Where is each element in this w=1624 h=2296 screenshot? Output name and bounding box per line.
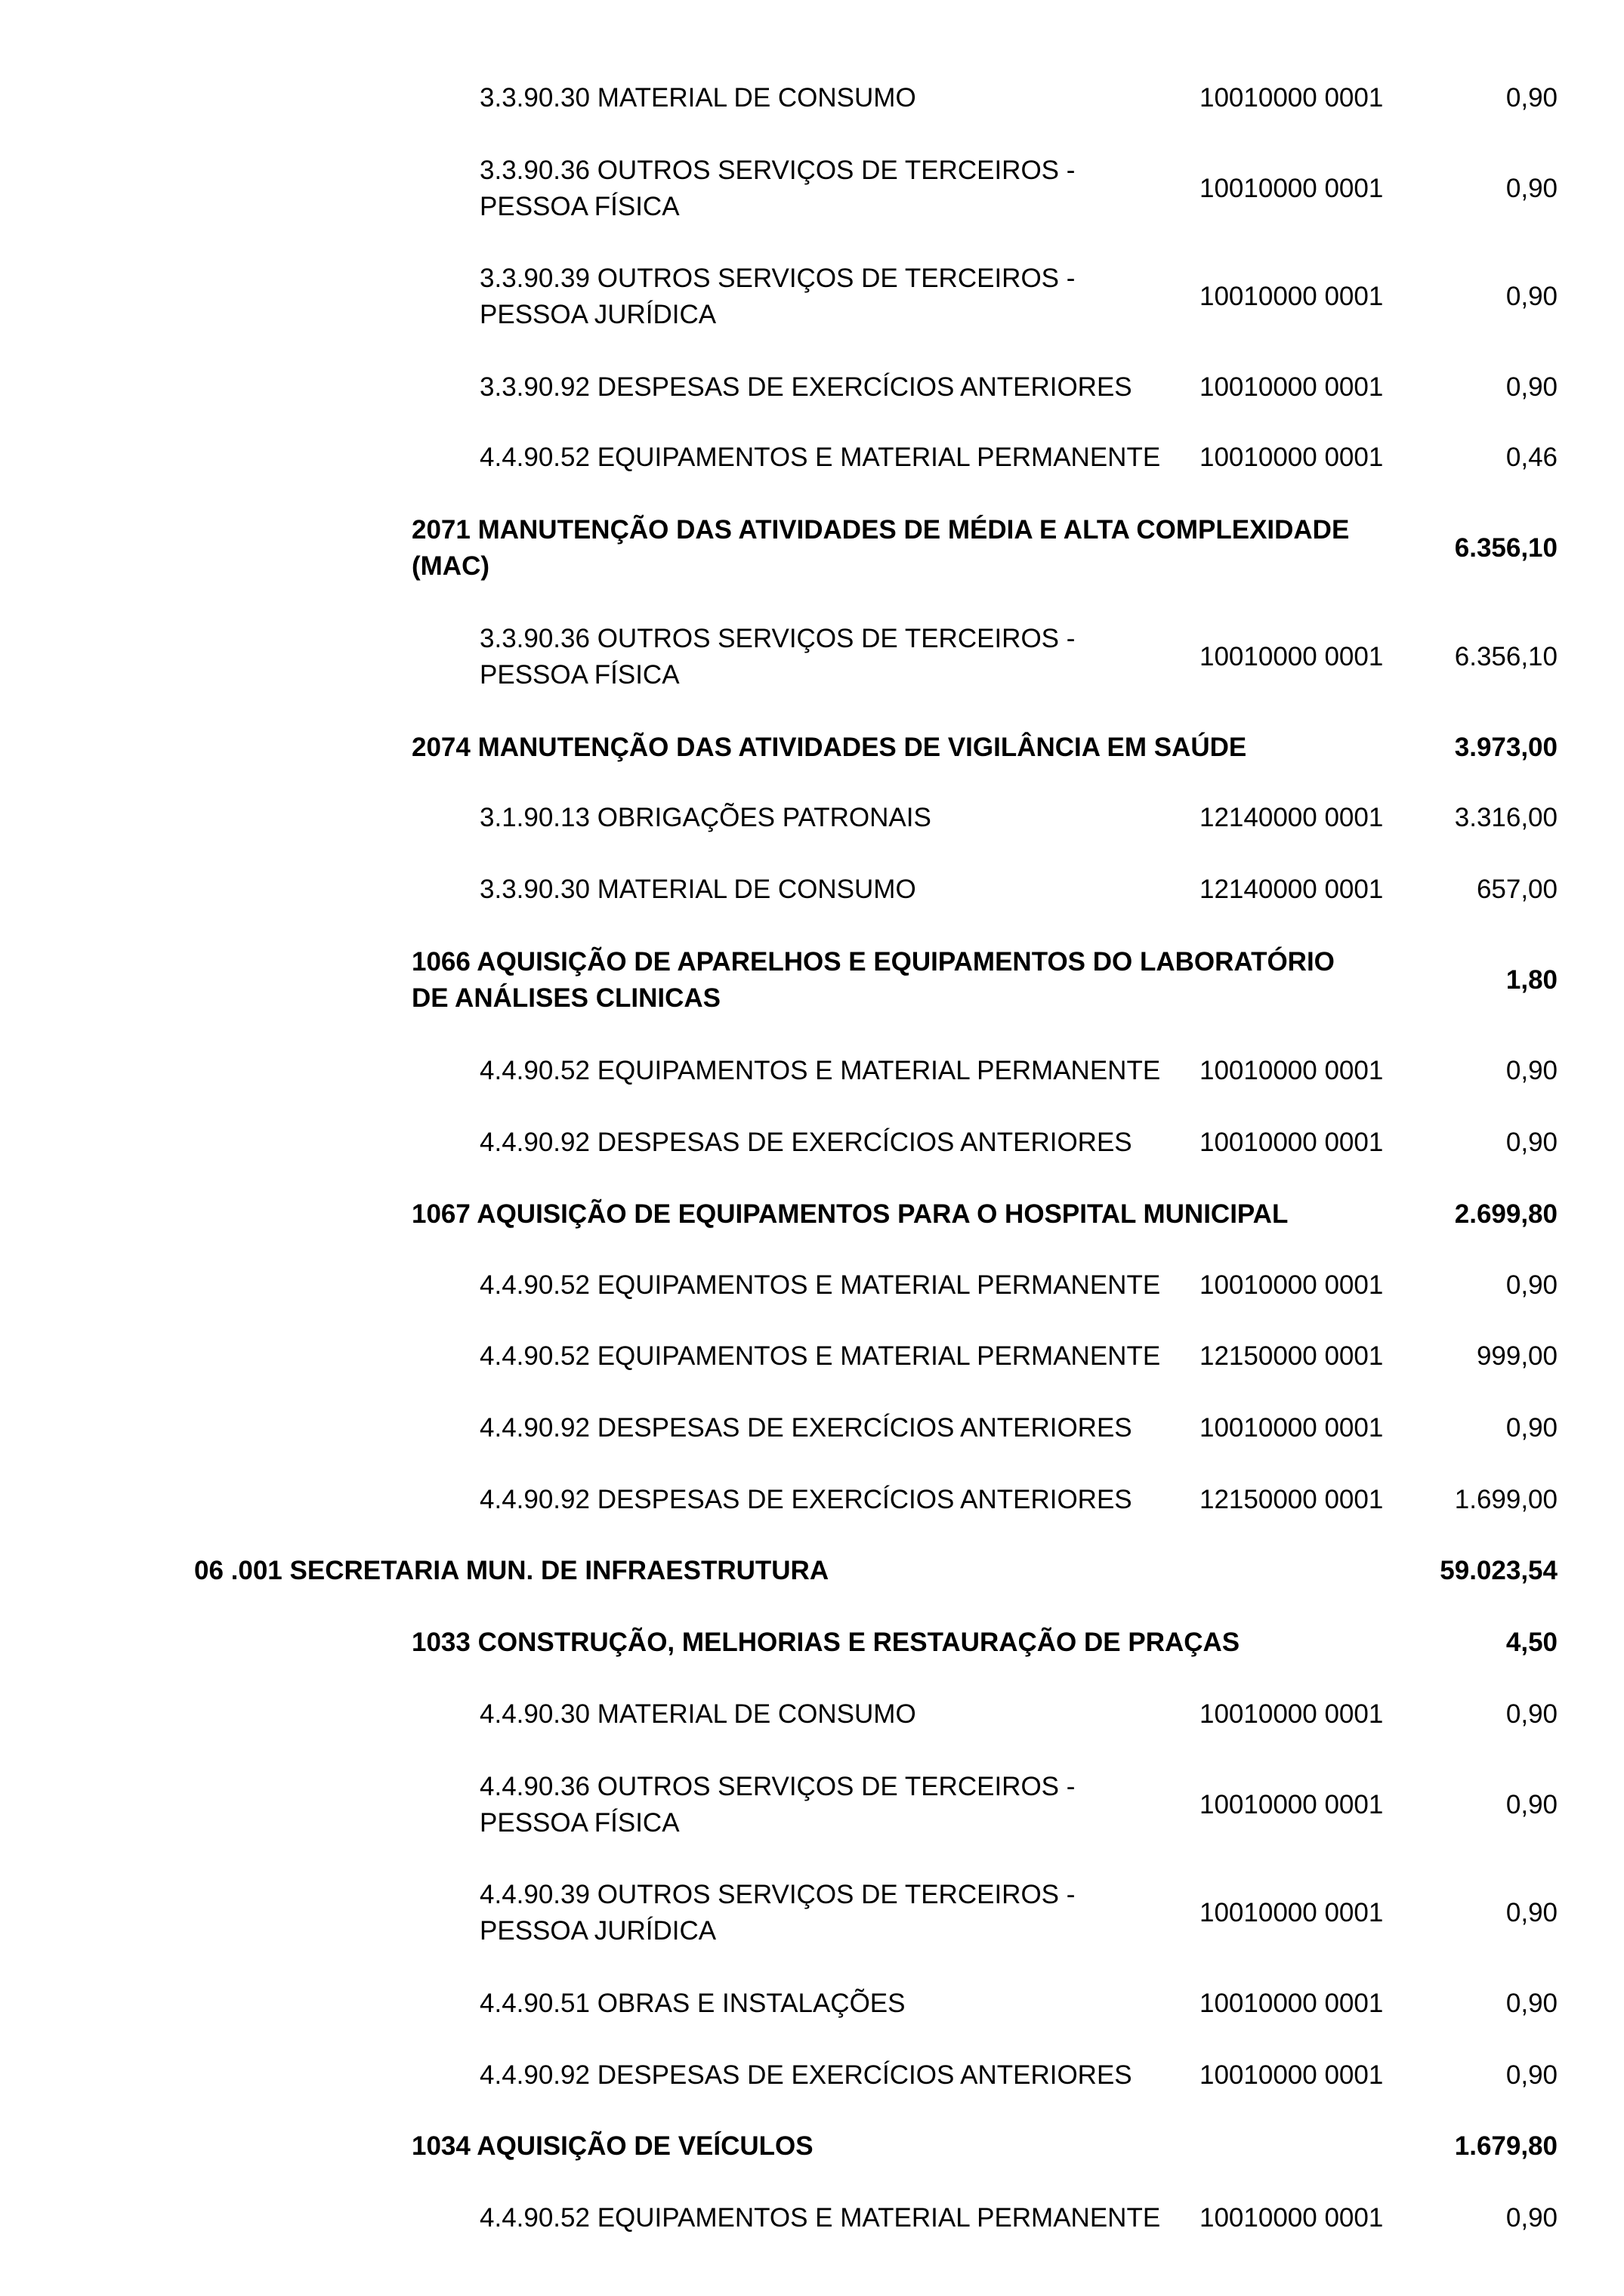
fonte-code: 10010000 0001	[1199, 174, 1384, 203]
fonte-code: 10010000 0001	[1199, 642, 1384, 671]
amount-value: 0,90	[1505, 2060, 1558, 2090]
description-line: 3.3.90.30 MATERIAL DE CONSUMO	[480, 875, 916, 904]
amount-value: 0,90	[1505, 174, 1558, 203]
row-description	[480, 1482, 1205, 1518]
amount-value: 2.699,80	[1454, 1199, 1558, 1229]
description-line: 2074 MANUTENÇÃO DAS ATIVIDADES DE VIGILÂNCIA EM SAÚDE	[412, 733, 1247, 762]
description-line: PESSOA FÍSICA	[480, 192, 680, 221]
action-row	[0, 1625, 1624, 1661]
action-row	[0, 512, 1624, 585]
description-line: 1067 AQUISIÇÃO DE EQUIPAMENTOS PARA O HOSPITAL MUNICIPAL	[412, 1199, 1289, 1229]
description-line: 1033 CONSTRUÇÃO, MELHORIAS E RESTAURAÇÃO DE PRAÇAS	[412, 1628, 1240, 1657]
fonte-code: 10010000 0001	[1199, 1413, 1384, 1443]
expense-item-row	[0, 2057, 1624, 2094]
expense-item-row	[0, 2200, 1624, 2236]
row-description	[480, 1769, 1205, 1841]
description-line: PESSOA JURÍDICA	[480, 300, 717, 329]
description-line: 4.4.90.52 EQUIPAMENTOS E MATERIAL PERMANENTE	[480, 1270, 1161, 1300]
description-line: 3.3.90.30 MATERIAL DE CONSUMO	[480, 83, 916, 113]
expense-item-row	[0, 261, 1624, 333]
row-description	[412, 512, 1409, 585]
description-line: 4.4.90.52 EQUIPAMENTOS E MATERIAL PERMANENTE	[480, 1341, 1161, 1371]
fonte-code: 10010000 0001	[1199, 443, 1384, 472]
expense-item-row	[0, 80, 1624, 116]
row-description	[480, 80, 1205, 116]
row-description	[480, 1986, 1205, 2022]
amount-value: 0,90	[1505, 83, 1558, 113]
description-line: 1066 AQUISIÇÃO DE APARELHOS E EQUIPAMENTOS DO LABORATÓRIO	[412, 947, 1335, 977]
department-row	[0, 1553, 1624, 1589]
amount-value: 0,90	[1505, 1699, 1558, 1729]
row-description	[480, 1053, 1205, 1089]
description-line: 1034 AQUISIÇÃO DE VEÍCULOS	[412, 2131, 814, 2161]
expense-item-row	[0, 1696, 1624, 1733]
row-description	[480, 261, 1205, 333]
amount-value: 59.023,54	[1440, 1556, 1558, 1585]
description-line: 4.4.90.52 EQUIPAMENTOS E MATERIAL PERMANENTE	[480, 443, 1161, 472]
description-line: PESSOA FÍSICA	[480, 660, 680, 690]
amount-value: 0,90	[1505, 372, 1558, 402]
amount-value: 0,90	[1505, 1270, 1558, 1300]
expense-item-row	[0, 621, 1624, 693]
expense-item-row	[0, 1769, 1624, 1841]
description-line: PESSOA JURÍDICA	[480, 1916, 717, 1946]
row-description	[412, 944, 1409, 1017]
row-description	[412, 730, 1409, 766]
row-description	[480, 1877, 1205, 1949]
fonte-code: 10010000 0001	[1199, 1898, 1384, 1927]
amount-value: 1.679,80	[1454, 2131, 1558, 2161]
fonte-code: 10010000 0001	[1199, 1270, 1384, 1300]
description-line: 4.4.90.92 DESPESAS DE EXERCÍCIOS ANTERIORES	[480, 1413, 1132, 1443]
amount-value: 999,00	[1476, 1341, 1558, 1371]
expense-item-row	[0, 1986, 1624, 2022]
fonte-code: 12140000 0001	[1199, 803, 1384, 832]
expense-item-row	[0, 1267, 1624, 1304]
amount-value: 6.356,10	[1454, 642, 1558, 671]
row-description	[480, 1696, 1205, 1733]
description-line: 06 .001 SECRETARIA MUN. DE INFRAESTRUTURA	[194, 1556, 829, 1585]
fonte-code: 10010000 0001	[1199, 1989, 1384, 2018]
row-description	[194, 1553, 1403, 1589]
expense-item-row	[0, 369, 1624, 406]
amount-value: 3.316,00	[1454, 803, 1558, 832]
amount-value: 0,90	[1505, 1413, 1558, 1443]
description-line: PESSOA FÍSICA	[480, 1808, 680, 1838]
expense-item-row	[0, 1053, 1624, 1089]
fonte-code: 12150000 0001	[1199, 1485, 1384, 1514]
description-line: 4.4.90.36 OUTROS SERVIÇOS DE TERCEIROS -	[480, 1772, 1076, 1801]
fonte-code: 10010000 0001	[1199, 1056, 1384, 1085]
amount-value: 0,90	[1505, 2203, 1558, 2233]
row-description	[480, 1338, 1205, 1375]
description-line: 4.4.90.92 DESPESAS DE EXERCÍCIOS ANTERIORES	[480, 1485, 1132, 1514]
row-description	[480, 2057, 1205, 2094]
row-description	[480, 440, 1205, 476]
description-line: DE ANÁLISES CLINICAS	[412, 983, 721, 1013]
expense-item-row	[0, 1877, 1624, 1949]
expense-item-row	[0, 1410, 1624, 1446]
amount-value: 1,80	[1505, 965, 1558, 995]
row-description	[412, 1625, 1409, 1661]
action-row	[0, 730, 1624, 766]
description-line: 4.4.90.52 EQUIPAMENTOS E MATERIAL PERMANENTE	[480, 2203, 1161, 2233]
description-line: 2071 MANUTENÇÃO DAS ATIVIDADES DE MÉDIA E ALTA COMPLEXIDADE	[412, 515, 1350, 545]
row-description	[480, 1410, 1205, 1446]
description-line: 3.3.90.36 OUTROS SERVIÇOS DE TERCEIROS -	[480, 156, 1076, 185]
row-description	[480, 1125, 1205, 1161]
description-line: 4.4.90.30 MATERIAL DE CONSUMO	[480, 1699, 916, 1729]
row-description	[480, 1267, 1205, 1304]
fonte-code: 10010000 0001	[1199, 1128, 1384, 1157]
row-description	[480, 369, 1205, 406]
description-line: 4.4.90.51 OBRAS E INSTALAÇÕES	[480, 1989, 906, 2018]
amount-value: 3.973,00	[1454, 733, 1558, 762]
expense-item-row	[0, 440, 1624, 476]
row-description	[480, 872, 1205, 908]
fonte-code: 10010000 0001	[1199, 83, 1384, 113]
row-description	[480, 621, 1205, 693]
amount-value: 0,90	[1505, 1989, 1558, 2018]
amount-value: 0,90	[1505, 1128, 1558, 1157]
amount-value: 0,90	[1505, 282, 1558, 311]
amount-value: 0,46	[1505, 443, 1558, 472]
row-description	[480, 153, 1205, 225]
fonte-code: 10010000 0001	[1199, 1699, 1384, 1729]
description-line: 4.4.90.39 OUTROS SERVIÇOS DE TERCEIROS -	[480, 1880, 1076, 1909]
description-line: 4.4.90.52 EQUIPAMENTOS E MATERIAL PERMANENTE	[480, 1056, 1161, 1085]
description-line: 4.4.90.92 DESPESAS DE EXERCÍCIOS ANTERIORES	[480, 2060, 1132, 2090]
amount-value: 0,90	[1505, 1898, 1558, 1927]
action-row	[0, 944, 1624, 1017]
row-description	[412, 1196, 1409, 1233]
expense-item-row	[0, 153, 1624, 225]
description-line: 3.1.90.13 OBRIGAÇÕES PATRONAIS	[480, 803, 931, 832]
description-line: 3.3.90.39 OUTROS SERVIÇOS DE TERCEIROS -	[480, 264, 1076, 293]
action-row	[0, 2128, 1624, 2165]
fonte-code: 10010000 0001	[1199, 2060, 1384, 2090]
amount-value: 6.356,10	[1454, 533, 1558, 563]
description-line: 3.3.90.92 DESPESAS DE EXERCÍCIOS ANTERIORES	[480, 372, 1132, 402]
description-line: 4.4.90.92 DESPESAS DE EXERCÍCIOS ANTERIORES	[480, 1128, 1132, 1157]
fonte-code: 10010000 0001	[1199, 282, 1384, 311]
fonte-code: 10010000 0001	[1199, 2203, 1384, 2233]
expense-item-row	[0, 1482, 1624, 1518]
description-line: 3.3.90.36 OUTROS SERVIÇOS DE TERCEIROS -	[480, 624, 1076, 653]
amount-value: 657,00	[1476, 875, 1558, 904]
fonte-code: 10010000 0001	[1199, 1790, 1384, 1819]
fonte-code: 10010000 0001	[1199, 372, 1384, 402]
fonte-code: 12140000 0001	[1199, 875, 1384, 904]
row-description	[480, 800, 1205, 836]
fonte-code: 12150000 0001	[1199, 1341, 1384, 1371]
expense-item-row	[0, 1338, 1624, 1375]
row-description	[412, 2128, 1409, 2165]
amount-value: 0,90	[1505, 1056, 1558, 1085]
expense-item-row	[0, 872, 1624, 908]
action-row	[0, 1196, 1624, 1233]
expense-item-row	[0, 800, 1624, 836]
description-line: (MAC)	[412, 551, 490, 581]
amount-value: 4,50	[1505, 1628, 1558, 1657]
amount-value: 0,90	[1505, 1790, 1558, 1819]
row-description	[480, 2200, 1205, 2236]
amount-value: 1.699,00	[1454, 1485, 1558, 1514]
expense-item-row	[0, 1125, 1624, 1161]
